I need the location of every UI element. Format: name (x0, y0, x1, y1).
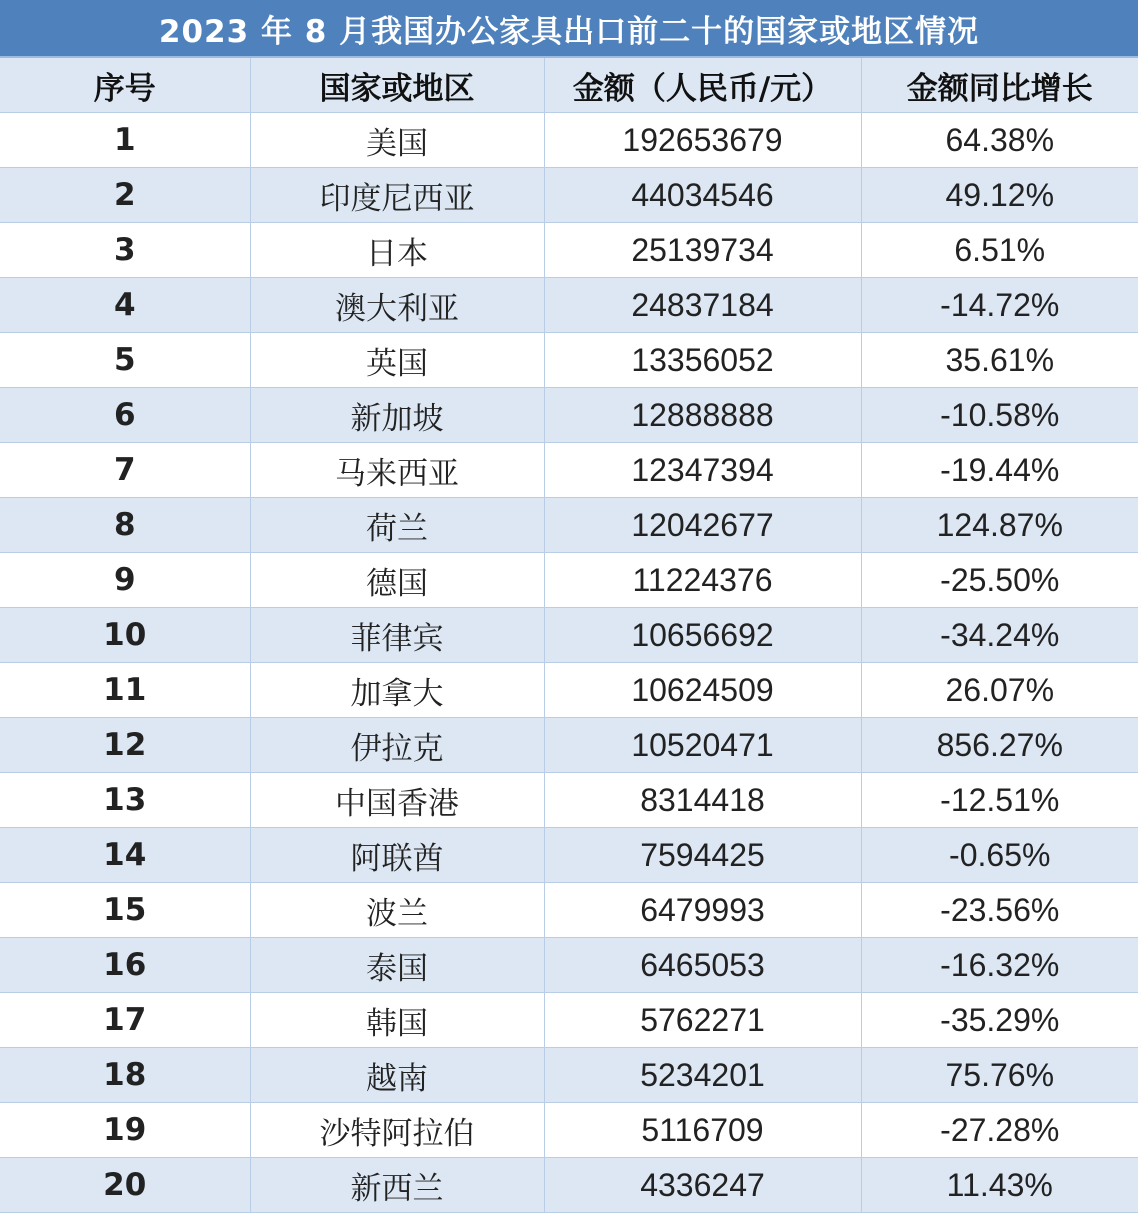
rank-cell: 20 (0, 1158, 250, 1213)
rank-cell: 12 (0, 718, 250, 773)
rank-cell: 6 (0, 388, 250, 443)
country-cell: 日本 (250, 223, 544, 278)
rank-cell: 9 (0, 553, 250, 608)
rank-cell: 13 (0, 773, 250, 828)
amount-cell: 12042677 (544, 498, 861, 553)
table-row (0, 553, 1138, 608)
country-cell: 阿联酋 (250, 828, 544, 883)
rank-cell: 10 (0, 608, 250, 663)
header-country: 国家或地区 (250, 58, 544, 113)
table-row (0, 1048, 1138, 1103)
amount-cell: 5116709 (544, 1103, 861, 1158)
growth-cell: -12.51% (861, 773, 1138, 828)
country-cell: 加拿大 (250, 663, 544, 718)
table-row (0, 443, 1138, 498)
rank-cell: 1 (0, 113, 250, 168)
country-cell: 越南 (250, 1048, 544, 1103)
rank-cell: 3 (0, 223, 250, 278)
table-row (0, 1158, 1138, 1213)
growth-cell: -27.28% (861, 1103, 1138, 1158)
rank-cell: 14 (0, 828, 250, 883)
country-cell: 新西兰 (250, 1158, 544, 1213)
growth-cell: 6.51% (861, 223, 1138, 278)
amount-cell: 6479993 (544, 883, 861, 938)
growth-cell: -35.29% (861, 993, 1138, 1048)
table-title: 2023 年 8 月我国办公家具出口前二十的国家或地区情况 (0, 0, 1138, 58)
table-row (0, 498, 1138, 553)
rank-cell: 4 (0, 278, 250, 333)
amount-cell: 8314418 (544, 773, 861, 828)
export-table (0, 58, 1138, 1213)
header-rank: 序号 (0, 58, 250, 113)
growth-cell: -19.44% (861, 443, 1138, 498)
header-growth: 金额同比增长 (861, 58, 1138, 113)
country-cell: 马来西亚 (250, 443, 544, 498)
rank-cell: 8 (0, 498, 250, 553)
table-row (0, 883, 1138, 938)
growth-cell: 124.87% (861, 498, 1138, 553)
growth-cell: -10.58% (861, 388, 1138, 443)
rank-cell: 5 (0, 333, 250, 388)
rank-cell: 7 (0, 443, 250, 498)
table-row (0, 333, 1138, 388)
table-row (0, 993, 1138, 1048)
country-cell: 韩国 (250, 993, 544, 1048)
table-row (0, 223, 1138, 278)
amount-cell: 6465053 (544, 938, 861, 993)
amount-cell: 10624509 (544, 663, 861, 718)
rank-cell: 19 (0, 1103, 250, 1158)
growth-cell: 64.38% (861, 113, 1138, 168)
growth-cell: -14.72% (861, 278, 1138, 333)
country-cell: 泰国 (250, 938, 544, 993)
table-row (0, 608, 1138, 663)
amount-cell: 11224376 (544, 553, 861, 608)
country-cell: 澳大利亚 (250, 278, 544, 333)
table-row (0, 718, 1138, 773)
growth-cell: 856.27% (861, 718, 1138, 773)
amount-cell: 10656692 (544, 608, 861, 663)
country-cell: 英国 (250, 333, 544, 388)
growth-cell: 35.61% (861, 333, 1138, 388)
growth-cell: 75.76% (861, 1048, 1138, 1103)
amount-cell: 5234201 (544, 1048, 861, 1103)
growth-cell: -23.56% (861, 883, 1138, 938)
table-row (0, 278, 1138, 333)
table-row (0, 388, 1138, 443)
rank-cell: 16 (0, 938, 250, 993)
growth-cell: -25.50% (861, 553, 1138, 608)
rank-cell: 17 (0, 993, 250, 1048)
header-row (0, 58, 1138, 113)
amount-cell: 7594425 (544, 828, 861, 883)
rank-cell: 2 (0, 168, 250, 223)
table-row (0, 828, 1138, 883)
rank-cell: 11 (0, 663, 250, 718)
growth-cell: -0.65% (861, 828, 1138, 883)
amount-cell: 25139734 (544, 223, 861, 278)
amount-cell: 5762271 (544, 993, 861, 1048)
amount-cell: 12888888 (544, 388, 861, 443)
country-cell: 菲律宾 (250, 608, 544, 663)
growth-cell: 11.43% (861, 1158, 1138, 1213)
amount-cell: 12347394 (544, 443, 861, 498)
rank-cell: 18 (0, 1048, 250, 1103)
table-row (0, 168, 1138, 223)
header-amount: 金额（人民币/元） (544, 58, 861, 113)
amount-cell: 24837184 (544, 278, 861, 333)
table-row (0, 938, 1138, 993)
table-row (0, 113, 1138, 168)
table-row (0, 663, 1138, 718)
country-cell: 波兰 (250, 883, 544, 938)
country-cell: 荷兰 (250, 498, 544, 553)
growth-cell: -16.32% (861, 938, 1138, 993)
country-cell: 新加坡 (250, 388, 544, 443)
rank-cell: 15 (0, 883, 250, 938)
amount-cell: 4336247 (544, 1158, 861, 1213)
amount-cell: 44034546 (544, 168, 861, 223)
country-cell: 沙特阿拉伯 (250, 1103, 544, 1158)
amount-cell: 10520471 (544, 718, 861, 773)
table-row (0, 773, 1138, 828)
amount-cell: 192653679 (544, 113, 861, 168)
growth-cell: 26.07% (861, 663, 1138, 718)
table-row (0, 1103, 1138, 1158)
country-cell: 印度尼西亚 (250, 168, 544, 223)
country-cell: 伊拉克 (250, 718, 544, 773)
country-cell: 德国 (250, 553, 544, 608)
growth-cell: 49.12% (861, 168, 1138, 223)
growth-cell: -34.24% (861, 608, 1138, 663)
country-cell: 美国 (250, 113, 544, 168)
country-cell: 中国香港 (250, 773, 544, 828)
amount-cell: 13356052 (544, 333, 861, 388)
